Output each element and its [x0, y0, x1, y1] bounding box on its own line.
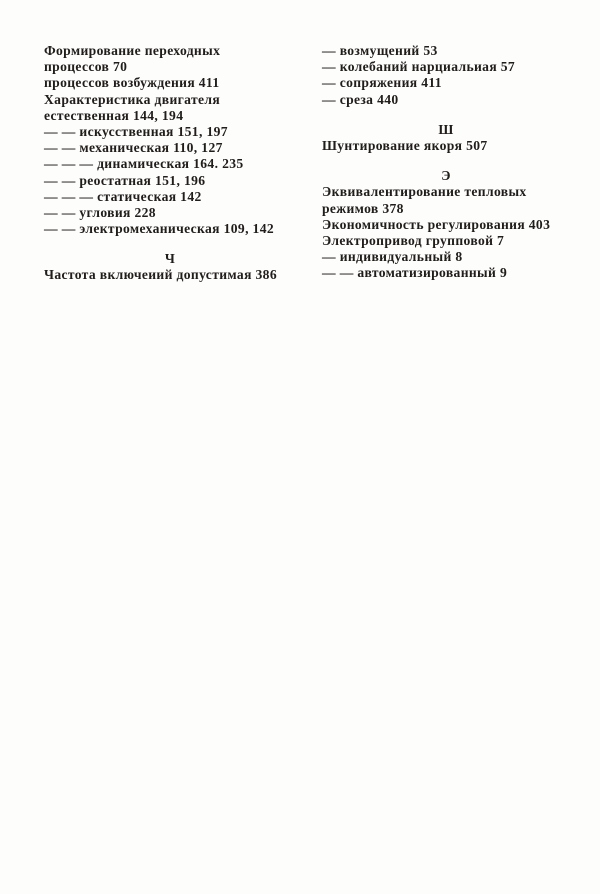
index-entry: режимов 378 [322, 200, 404, 216]
section-letter: Э [441, 168, 451, 184]
index-block [322, 43, 570, 108]
index-entry: процессов возбуждения 411 [44, 75, 220, 91]
index-block [322, 122, 570, 154]
index-block [44, 251, 296, 283]
index-entry: Формирование переходных [44, 43, 221, 58]
index-entry: — — автоматизированный 9 [322, 265, 508, 281]
index-entry: — — искусственная 151, 197 [44, 123, 228, 139]
index-entry: Частота включеиий допустимая 386 [44, 267, 277, 283]
index-entry: — — — статическая 142 [44, 188, 202, 204]
section-letter: Ч [164, 251, 176, 267]
index-entry: Шунтирование якоря 507 [322, 137, 488, 153]
index-entry: процессов 70 [44, 59, 128, 75]
index-entry: — возмущений 53 [322, 43, 438, 58]
index-entry: — — — динамическая 164. 235 [44, 156, 244, 172]
index-block [322, 168, 570, 281]
index-entry: — — электромеханическая 109, 142 [44, 221, 275, 237]
index-entry: — сопряжения 411 [322, 75, 442, 91]
index-column-right [322, 43, 570, 281]
index-column-left [44, 43, 296, 284]
index-entry: естественная 144, 194 [44, 107, 184, 123]
index-entry: — — угловия 228 [44, 204, 156, 220]
index-entry: — среза 440 [322, 91, 399, 107]
index-entry: Экономичность регулирования 403 [322, 216, 551, 232]
index-entry: Электропривод групповой 7 [322, 232, 505, 248]
index-entry: — — реостатная 151, 196 [44, 172, 206, 188]
index-entry: Характеристика двигателя [44, 91, 221, 107]
index-entry: — колебаний нарциальиая 57 [322, 59, 516, 75]
index-entry: Эквивалентирование тепловых [322, 184, 527, 200]
index-block [44, 43, 296, 237]
index-entry: — индивидуальный 8 [322, 249, 463, 265]
index-entry: — — механическая 110, 127 [44, 140, 223, 156]
section-letter: Ш [438, 121, 454, 137]
